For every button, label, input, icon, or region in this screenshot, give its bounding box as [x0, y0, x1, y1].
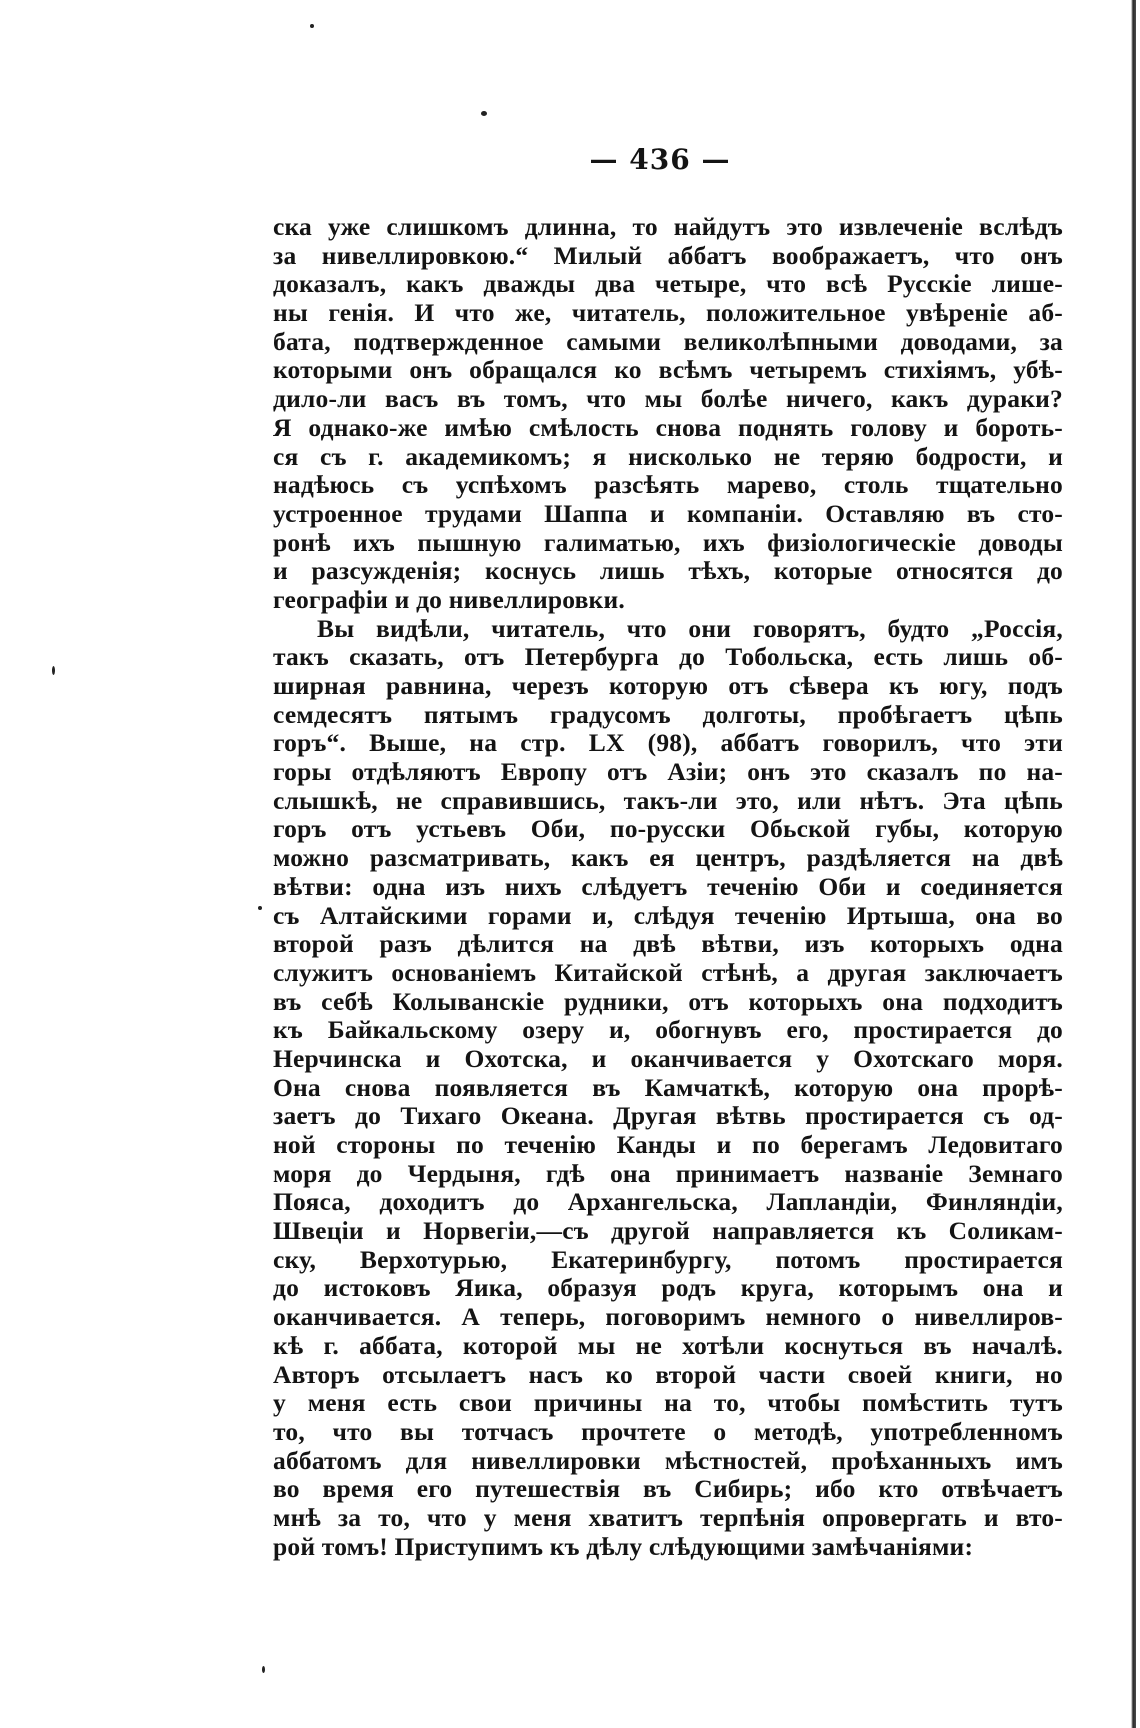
- text-line: моря до Чердыня, гдѣ она принимаетъ названіе Земнаго: [273, 1159, 1063, 1188]
- text-line: семдесятъ пятымъ градусомъ долготы, пробѣгаетъ цѣпь: [273, 700, 1063, 729]
- paragraph-1: [273, 213, 1063, 615]
- text-line: ширная равнина, черезъ которую отъ сѣвера къ югу, подъ: [273, 672, 1063, 700]
- scan-speck: [262, 1666, 265, 1673]
- text-line: оканчивается. А теперь, поговоримъ немного о нивеллиров-: [273, 1303, 1063, 1332]
- text-line: ся съ г. академикомъ; я нисколько не теряю бодрости, и: [273, 442, 1063, 471]
- text-line: второй разъ дѣлится на двѣ вѣтви, изъ которыхъ одна: [273, 930, 1063, 959]
- text-line: къ Байкальскому озеру и, обогнувъ его, простирается до: [273, 1016, 1063, 1045]
- text-line: и разсужденія; коснусь лишь тѣхъ, которые относятся до: [273, 557, 1063, 586]
- scan-speck: [481, 111, 487, 116]
- scan-speck: [258, 906, 262, 910]
- text-line: устроенное трудами Шаппа и компаніи. Оставляю въ сто-: [273, 499, 1063, 528]
- text-line: у меня есть свои причины на то, чтобы помѣстить тутъ: [273, 1389, 1063, 1418]
- text-line: дило-ли васъ въ томъ, что мы болѣе ничего, какъ дураки?: [273, 385, 1063, 414]
- text-line: Я однако-же имѣю смѣлость снова поднять голову и бороть-: [273, 413, 1063, 442]
- body-text: [273, 213, 1063, 1561]
- text-line: горы отдѣляютъ Европу отъ Азіи; онъ это сказалъ по на-: [273, 758, 1063, 787]
- text-line: ска уже слишкомъ длинна, то найдутъ это извлеченіе вслѣдъ: [273, 213, 1063, 241]
- text-line: рой томъ! Приступимъ къ дѣлу слѣдующими замѣчаніями:: [273, 1532, 974, 1561]
- text-line: можно разсматривать, какъ ея центръ, раздѣляется на двѣ: [273, 844, 1063, 873]
- text-line: доказалъ, какъ дважды два четыре, что всѣ Русскіе лише-: [273, 270, 1063, 299]
- text-line: которыми онъ обращался ко всѣмъ четыремъ стихіямъ, убѣ-: [273, 356, 1063, 385]
- text-line: географіи и до нивеллировки.: [273, 585, 625, 614]
- text-line: Она снова появляется въ Камчаткѣ, которую она прорѣ-: [273, 1073, 1063, 1102]
- text-line: вѣтви: одна изъ нихъ слѣдуетъ теченію Оби и соединяется: [273, 872, 1063, 901]
- page-edge-shadow: [1131, 0, 1136, 1728]
- text-line: ны генія. И что же, читатель, положительное увѣреніе аб-: [273, 299, 1063, 328]
- text-line: заетъ до Тихаго Океана. Другая вѣтвь простирается съ од-: [273, 1102, 1063, 1131]
- text-line: ронѣ ихъ пышную галиматью, ихъ физіологическіе доводы: [273, 528, 1063, 557]
- paragraph-2: [273, 615, 1063, 1562]
- text-line: Нерчинска и Охотска, и оканчивается у Охотскаго моря.: [273, 1044, 1063, 1073]
- text-line: до истоковъ Яика, образуя родъ круга, которымъ она и: [273, 1274, 1063, 1303]
- text-line: бата, подтвержденное самыми великолѣпными доводами, за: [273, 327, 1063, 356]
- text-line: съ Алтайскими горами и, слѣдуя теченію Иртыша, она во: [273, 901, 1063, 930]
- text-line: надѣюсь съ успѣхомъ разсѣять марево, столь тщательно: [273, 471, 1063, 500]
- text-line: во время его путешествія въ Сибирь; ибо кто отвѣчаетъ: [273, 1475, 1063, 1504]
- page-number: — 436 —: [589, 143, 731, 176]
- scan-speck: [52, 666, 55, 675]
- text-line: аббатомъ для нивеллировки мѣстностей, проѣханныхъ имъ: [273, 1446, 1063, 1475]
- text-line: такъ сказать, отъ Петербурга до Тобольска, есть лишь об-: [273, 643, 1063, 672]
- text-line: горъ отъ устьевъ Оби, по-русски Обьской губы, которую: [273, 815, 1063, 844]
- text-line: то, что вы тотчасъ прочтете о методѣ, употребленномъ: [273, 1417, 1063, 1446]
- text-line: кѣ г. аббата, которой мы не хотѣли коснуться въ началѣ.: [273, 1331, 1063, 1360]
- text-line: горъ“. Выше, на стр. LX (98), аббатъ говорилъ, что эти: [273, 729, 1063, 758]
- text-line: слышкѣ, не справившись, такъ-ли это, или нѣтъ. Эта цѣпь: [273, 786, 1063, 815]
- text-line: служитъ основаніемъ Китайской стѣнѣ, а другая заключаетъ: [273, 958, 1063, 987]
- text-line: за нивеллировкою.“ Милый аббатъ воображаетъ, что онъ: [273, 241, 1063, 270]
- text-line: ной стороны по теченію Канды и по берегамъ Ледовитаго: [273, 1131, 1063, 1159]
- text-line: Пояса, доходитъ до Архангельска, Лапландіи, Финляндіи,: [273, 1188, 1063, 1217]
- text-line: мнѣ за то, что у меня хватитъ терпѣнія опровергать и вто-: [273, 1503, 1063, 1532]
- scan-speck: [310, 24, 314, 28]
- text-line: въ себѣ Колыванскіе рудники, отъ которыхъ она подходитъ: [273, 987, 1063, 1016]
- text-line: Вы видѣли, читатель, что они говорятъ, будто „Россія,: [317, 614, 1063, 643]
- text-line: ску, Верхотурью, Екатеринбургу, потомъ простирается: [273, 1245, 1063, 1274]
- text-line: Швеціи и Норвегіи,—съ другой направляется къ Соликам-: [273, 1217, 1063, 1246]
- text-line: Авторъ отсылаетъ насъ ко второй части своей книги, но: [273, 1360, 1063, 1389]
